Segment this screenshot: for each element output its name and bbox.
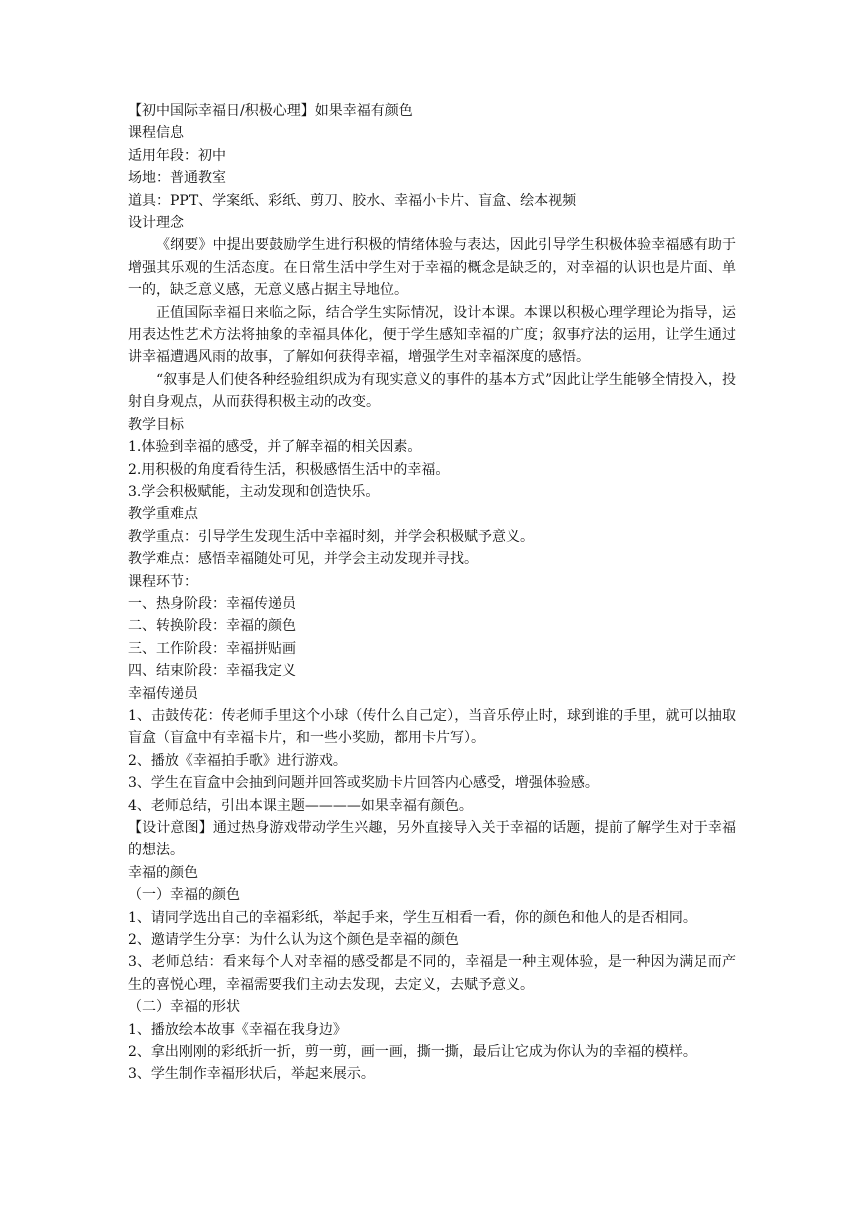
section-heading-objectives: 教学目标 (128, 416, 184, 433)
design-paragraph: 《纲要》中提出要鼓励学生进行积极的情绪体验与表达，因此引导学生积极体验幸福感有助于增强其乐观的生活态度。在日常生活中学生对于幸福的概念是缺乏的，对幸福的认识也是片面、单一的，缺乏意义感，无意义感占据主导地位。 (128, 237, 736, 299)
objective-item: 2.用积极的角度看待生活，积极感悟生活中的幸福。 (128, 461, 450, 478)
activity-item: 2、拿出刚刚的彩纸折一折，剪一剪，画一画，撕一撕，最后让它成为你认为的幸福的模样。 (128, 1044, 697, 1061)
section-heading-stages: 课程环节： (128, 573, 198, 590)
document-title: 【初中国际幸福日/积极心理】如果幸福有颜色 (128, 103, 413, 119)
design-paragraph: “叙事是人们使各种经验组织成为有现实意义的事件的基本方式”因此让学生能够全情投入，投射自身观点，从而获得积极主动的改变。 (128, 371, 736, 411)
grade-line: 适用年段：初中 (128, 147, 226, 164)
document-page (128, 100, 736, 1086)
stage-item: 二、转换阶段：幸福的颜色 (128, 618, 296, 635)
stage-item: 三、工作阶段：幸福拼贴画 (128, 640, 296, 657)
stage-item: 一、热身阶段：幸福传递员 (128, 595, 296, 612)
difficult-point-line: 教学难点：感悟幸福随处可见，并学会主动发现并寻找。 (128, 551, 478, 568)
section-heading-course-info: 课程信息 (128, 125, 184, 142)
objective-item: 3.学会积极赋能，主动发现和创造快乐。 (128, 483, 380, 500)
subsection-heading-shape: （二）幸福的形状 (128, 999, 240, 1016)
stage-item: 四、结束阶段：幸福我定义 (128, 663, 296, 680)
activity-item: 2、播放《幸福拍手歌》进行游戏。 (128, 752, 347, 769)
activity-item: 3、学生在盲盒中会抽到问题并回答或奖励卡片回答内心感受，增强体验感。 (128, 775, 599, 792)
props-line: 道具：PPT、学案纸、彩纸、剪刀、胶水、幸福小卡片、盲盒、绘本视频 (128, 192, 577, 209)
section-heading-keypoints: 教学重难点 (128, 506, 198, 523)
subsection-heading-color: （一）幸福的颜色 (128, 887, 240, 904)
objective-item: 1.体验到幸福的感受，并了解幸福的相关因素。 (128, 439, 422, 456)
activity-item: 1、击鼓传花：传老师手里这个小球（传什么自己定），当音乐停止时，球到谁的手里，就可以抽取盲盒（盲盒中有幸福卡片，和一些小奖励，都用卡片写）。 (128, 707, 736, 747)
key-point-line: 教学重点：引导学生发现生活中幸福时刻，并学会积极赋予意义。 (128, 528, 534, 545)
activity-item: 1、播放绘本故事《幸福在我身边》 (128, 1021, 347, 1038)
activity-item: 3、学生制作幸福形状后，举起来展示。 (128, 1066, 375, 1083)
venue-line: 场地：普通教室 (128, 170, 226, 187)
activity-item: 4、老师总结，引出本课主题————如果幸福有颜色。 (128, 797, 473, 814)
section-heading-happiness-messenger: 幸福传递员 (128, 685, 198, 702)
design-paragraph: 正值国际幸福日来临之际，结合学生实际情况，设计本课。本课以积极心理学理论为指导，运用表达性艺术方法将抽象的幸福具体化，便于学生感知幸福的广度；叙事疗法的运用，让学生通过讲幸福遭遇风雨的故事，了解如何获得幸福，增强学生对幸福深度的感悟。 (128, 304, 736, 366)
activity-item: 1、请同学选出自己的幸福彩纸，举起手来，学生互相看一看，你的颜色和他人的是否相同。 (128, 909, 697, 926)
design-intent: 【设计意图】通过热身游戏带动学生兴趣，另外直接导入关于幸福的话题，提前了解学生对于幸福的想法。 (128, 820, 736, 859)
activity-item: 3、老师总结：看来每个人对幸福的感受都是不同的，幸福是一种主观体验，是一种因为满足而产生的喜悦心理，幸福需要我们主动去发现，去定义，去赋予意义。 (128, 954, 736, 993)
section-heading-design: 设计理念 (128, 215, 184, 232)
section-heading-happiness-color: 幸福的颜色 (128, 864, 198, 881)
activity-item: 2、邀请学生分享：为什么认为这个颜色是幸福的颜色 (128, 932, 459, 949)
